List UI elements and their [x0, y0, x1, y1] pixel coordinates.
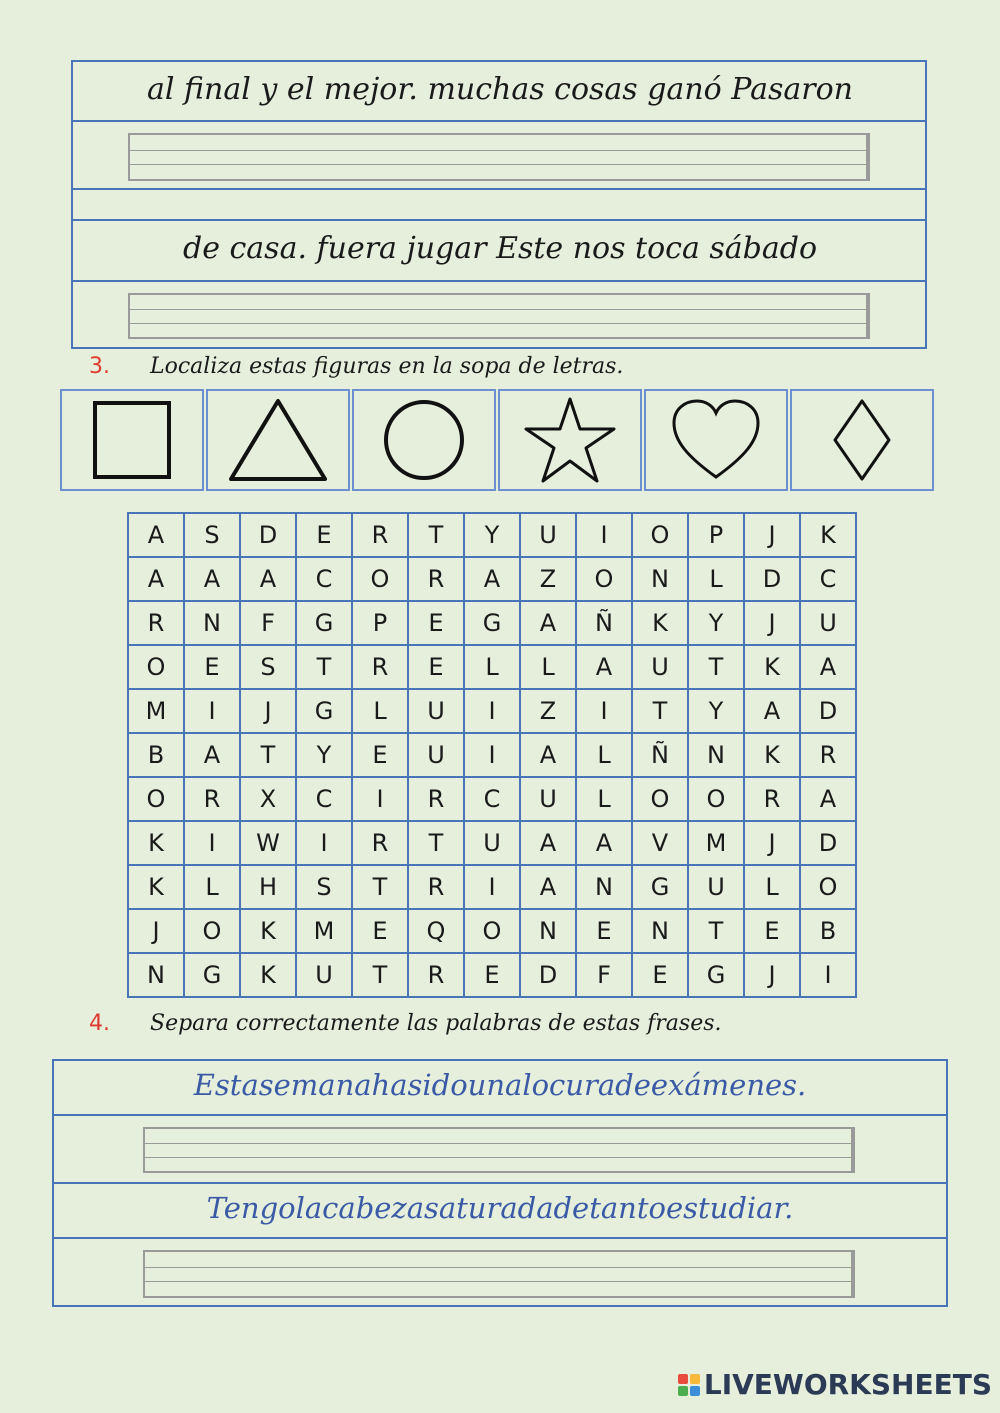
- grid-cell[interactable]: U: [464, 821, 520, 865]
- grid-cell[interactable]: E: [184, 645, 240, 689]
- grid-cell[interactable]: E: [632, 953, 688, 997]
- grid-cell[interactable]: G: [184, 953, 240, 997]
- grid-cell[interactable]: G: [688, 953, 744, 997]
- grid-cell[interactable]: O: [576, 557, 632, 601]
- heart-icon: [668, 395, 764, 485]
- grid-cell[interactable]: O: [128, 777, 184, 821]
- grid-cell[interactable]: L: [184, 865, 240, 909]
- grid-cell[interactable]: A: [240, 557, 296, 601]
- grid-cell[interactable]: G: [632, 865, 688, 909]
- grid-cell[interactable]: O: [632, 513, 688, 557]
- grid-row: [128, 821, 856, 865]
- divider: [71, 188, 927, 190]
- grid-cell[interactable]: S: [240, 645, 296, 689]
- grid-cell[interactable]: C: [296, 777, 352, 821]
- liveworksheets-logo: [678, 1368, 992, 1401]
- answer-line-3[interactable]: [143, 1127, 855, 1173]
- grid-cell[interactable]: Q: [408, 909, 464, 953]
- grid-cell[interactable]: J: [744, 513, 800, 557]
- grid-cell[interactable]: Z: [520, 689, 576, 733]
- grid-cell[interactable]: T: [352, 865, 408, 909]
- grid-cell[interactable]: I: [800, 953, 856, 997]
- grid-cell[interactable]: A: [520, 733, 576, 777]
- grid-cell[interactable]: K: [240, 909, 296, 953]
- grid-cell[interactable]: C: [800, 557, 856, 601]
- grid-cell[interactable]: U: [800, 601, 856, 645]
- grid-cell[interactable]: O: [184, 909, 240, 953]
- grid-cell[interactable]: T: [688, 909, 744, 953]
- grid-cell[interactable]: H: [240, 865, 296, 909]
- grid-cell[interactable]: I: [576, 689, 632, 733]
- grid-cell[interactable]: I: [184, 821, 240, 865]
- grid-cell[interactable]: E: [408, 645, 464, 689]
- logo-square: [690, 1386, 700, 1396]
- grid-cell[interactable]: Y: [464, 513, 520, 557]
- divider: [52, 1182, 948, 1184]
- grid-cell[interactable]: B: [800, 909, 856, 953]
- grid-cell[interactable]: R: [408, 953, 464, 997]
- grid-cell[interactable]: K: [128, 821, 184, 865]
- grid-cell[interactable]: R: [128, 601, 184, 645]
- grid-cell[interactable]: J: [128, 909, 184, 953]
- grid-cell[interactable]: N: [576, 865, 632, 909]
- grid-cell[interactable]: R: [408, 865, 464, 909]
- grid-cell[interactable]: A: [576, 645, 632, 689]
- grid-cell[interactable]: R: [352, 513, 408, 557]
- divider: [71, 120, 927, 122]
- triangle-icon: [223, 395, 333, 485]
- grid-cell[interactable]: Y: [688, 601, 744, 645]
- grid-cell[interactable]: E: [576, 909, 632, 953]
- grid-cell[interactable]: V: [632, 821, 688, 865]
- grid-cell[interactable]: L: [576, 777, 632, 821]
- grid-cell[interactable]: T: [296, 645, 352, 689]
- grid-cell[interactable]: A: [184, 733, 240, 777]
- grid-cell[interactable]: I: [184, 689, 240, 733]
- joined-sentence-1: Estasemanahasidounalocuradeexámenes.: [193, 1068, 807, 1102]
- grid-cell[interactable]: J: [240, 689, 296, 733]
- scrambled-sentence-2: de casa. fuera jugar Este nos toca sábado: [183, 231, 817, 266]
- grid-cell[interactable]: L: [520, 645, 576, 689]
- grid-cell[interactable]: F: [576, 953, 632, 997]
- grid-cell[interactable]: U: [296, 953, 352, 997]
- grid-row: [128, 909, 856, 953]
- exercise-instruction-3: Localiza estas figuras en la sopa de letras.: [150, 354, 624, 379]
- grid-cell[interactable]: A: [744, 689, 800, 733]
- logo-text: LIVEWORKSHEETS: [703, 1368, 992, 1401]
- diamond-icon: [827, 395, 897, 485]
- grid-cell[interactable]: U: [408, 733, 464, 777]
- grid-row: [128, 953, 856, 997]
- divider: [71, 280, 927, 282]
- grid-row: [128, 513, 856, 557]
- grid-cell[interactable]: I: [464, 865, 520, 909]
- grid-row: [128, 733, 856, 777]
- grid-cell[interactable]: O: [800, 865, 856, 909]
- grid-cell[interactable]: E: [296, 513, 352, 557]
- grid-cell[interactable]: R: [184, 777, 240, 821]
- grid-row: [128, 601, 856, 645]
- figure-cell-diamond: [790, 389, 934, 491]
- grid-cell[interactable]: M: [296, 909, 352, 953]
- grid-cell[interactable]: D: [520, 953, 576, 997]
- grid-cell[interactable]: Y: [296, 733, 352, 777]
- grid-cell[interactable]: I: [464, 689, 520, 733]
- grid-cell[interactable]: L: [688, 557, 744, 601]
- word-search-grid[interactable]: [127, 512, 857, 998]
- grid-cell[interactable]: J: [744, 601, 800, 645]
- grid-cell[interactable]: R: [352, 645, 408, 689]
- grid-cell[interactable]: F: [240, 601, 296, 645]
- grid-cell[interactable]: K: [744, 733, 800, 777]
- grid-cell[interactable]: N: [128, 953, 184, 997]
- grid-cell[interactable]: R: [352, 821, 408, 865]
- grid-row: [128, 777, 856, 821]
- grid-cell[interactable]: I: [296, 821, 352, 865]
- grid-cell[interactable]: L: [464, 645, 520, 689]
- answer-line-1[interactable]: [128, 133, 870, 181]
- grid-cell[interactable]: C: [296, 557, 352, 601]
- grid-cell[interactable]: R: [408, 777, 464, 821]
- grid-cell[interactable]: A: [800, 645, 856, 689]
- joined-sentence-2: Tengolacabezasaturadadetantoestudiar.: [206, 1191, 794, 1225]
- circle-icon: [379, 395, 469, 485]
- grid-cell[interactable]: D: [800, 821, 856, 865]
- grid-cell[interactable]: I: [352, 777, 408, 821]
- grid-cell[interactable]: R: [744, 777, 800, 821]
- logo-square: [678, 1374, 688, 1384]
- grid-cell[interactable]: R: [408, 557, 464, 601]
- grid-cell[interactable]: D: [800, 689, 856, 733]
- grid-cell[interactable]: O: [632, 777, 688, 821]
- figures-row: [60, 389, 938, 491]
- grid-cell[interactable]: A: [520, 865, 576, 909]
- grid-cell[interactable]: K: [744, 645, 800, 689]
- grid-cell[interactable]: O: [128, 645, 184, 689]
- grid-cell[interactable]: J: [744, 953, 800, 997]
- divider: [71, 219, 927, 221]
- figure-cell-circle: [352, 389, 496, 491]
- grid-cell[interactable]: Ñ: [576, 601, 632, 645]
- grid-cell[interactable]: A: [576, 821, 632, 865]
- grid-cell[interactable]: T: [352, 953, 408, 997]
- grid-cell[interactable]: I: [576, 513, 632, 557]
- grid-cell[interactable]: X: [240, 777, 296, 821]
- grid-cell[interactable]: G: [296, 601, 352, 645]
- grid-cell[interactable]: O: [688, 777, 744, 821]
- grid-row: [128, 645, 856, 689]
- grid-cell[interactable]: T: [240, 733, 296, 777]
- grid-cell[interactable]: T: [408, 513, 464, 557]
- grid-cell[interactable]: P: [352, 601, 408, 645]
- grid-cell[interactable]: A: [184, 557, 240, 601]
- figure-cell-square: [60, 389, 204, 491]
- grid-cell[interactable]: N: [632, 909, 688, 953]
- grid-cell[interactable]: I: [464, 733, 520, 777]
- grid-cell[interactable]: C: [464, 777, 520, 821]
- grid-cell[interactable]: L: [576, 733, 632, 777]
- grid-cell[interactable]: T: [632, 689, 688, 733]
- grid-cell[interactable]: Ñ: [632, 733, 688, 777]
- exercise-number-4: 4.: [89, 1011, 110, 1036]
- grid-cell[interactable]: L: [744, 865, 800, 909]
- grid-row: [128, 865, 856, 909]
- grid-cell[interactable]: A: [464, 557, 520, 601]
- exercise-number-3: 3.: [89, 354, 110, 379]
- grid-cell[interactable]: N: [184, 601, 240, 645]
- grid-cell[interactable]: U: [520, 513, 576, 557]
- grid-cell[interactable]: K: [632, 601, 688, 645]
- grid-cell[interactable]: M: [128, 689, 184, 733]
- grid-cell[interactable]: J: [744, 821, 800, 865]
- grid-cell[interactable]: K: [240, 953, 296, 997]
- grid-cell[interactable]: W: [240, 821, 296, 865]
- exercise-instruction-4: Separa correctamente las palabras de estas frases.: [150, 1011, 722, 1036]
- grid-cell[interactable]: U: [688, 865, 744, 909]
- grid-row: [128, 557, 856, 601]
- grid-cell[interactable]: N: [688, 733, 744, 777]
- logo-square: [690, 1374, 700, 1384]
- figure-cell-heart: [644, 389, 788, 491]
- logo-square: [678, 1386, 688, 1396]
- grid-cell[interactable]: A: [800, 777, 856, 821]
- square-icon: [87, 395, 177, 485]
- grid-cell[interactable]: Y: [688, 689, 744, 733]
- grid-cell[interactable]: E: [744, 909, 800, 953]
- grid-cell[interactable]: U: [520, 777, 576, 821]
- divider: [52, 1237, 948, 1239]
- grid-cell[interactable]: R: [800, 733, 856, 777]
- grid-cell[interactable]: S: [184, 513, 240, 557]
- grid-cell[interactable]: M: [688, 821, 744, 865]
- grid-cell[interactable]: E: [352, 909, 408, 953]
- grid-cell[interactable]: A: [520, 821, 576, 865]
- grid-cell[interactable]: B: [128, 733, 184, 777]
- figure-cell-star: [498, 389, 642, 491]
- grid-cell[interactable]: K: [800, 513, 856, 557]
- grid-cell[interactable]: K: [128, 865, 184, 909]
- grid-cell[interactable]: T: [688, 645, 744, 689]
- grid-cell[interactable]: E: [464, 953, 520, 997]
- grid-cell[interactable]: A: [520, 601, 576, 645]
- grid-cell[interactable]: A: [128, 557, 184, 601]
- grid-cell[interactable]: D: [744, 557, 800, 601]
- answer-line-2[interactable]: [128, 293, 870, 339]
- grid-cell[interactable]: G: [296, 689, 352, 733]
- grid-row: [128, 689, 856, 733]
- grid-cell[interactable]: L: [352, 689, 408, 733]
- grid-cell[interactable]: U: [408, 689, 464, 733]
- grid-cell[interactable]: A: [128, 513, 184, 557]
- grid-cell[interactable]: D: [240, 513, 296, 557]
- grid-cell[interactable]: T: [408, 821, 464, 865]
- grid-cell[interactable]: O: [464, 909, 520, 953]
- grid-cell[interactable]: U: [632, 645, 688, 689]
- star-icon: [522, 395, 618, 485]
- grid-cell[interactable]: Z: [520, 557, 576, 601]
- scrambled-sentence-1: al final y el mejor. muchas cosas ganó Pasaron: [147, 72, 853, 107]
- grid-cell[interactable]: O: [352, 557, 408, 601]
- answer-line-4[interactable]: [143, 1250, 855, 1298]
- grid-cell[interactable]: N: [632, 557, 688, 601]
- grid-cell[interactable]: E: [408, 601, 464, 645]
- grid-cell[interactable]: N: [520, 909, 576, 953]
- grid-cell[interactable]: E: [352, 733, 408, 777]
- grid-cell[interactable]: G: [464, 601, 520, 645]
- liveworksheets-logo-icon: [678, 1374, 700, 1396]
- divider: [52, 1114, 948, 1116]
- grid-cell[interactable]: S: [296, 865, 352, 909]
- figure-cell-triangle: [206, 389, 350, 491]
- grid-cell[interactable]: P: [688, 513, 744, 557]
